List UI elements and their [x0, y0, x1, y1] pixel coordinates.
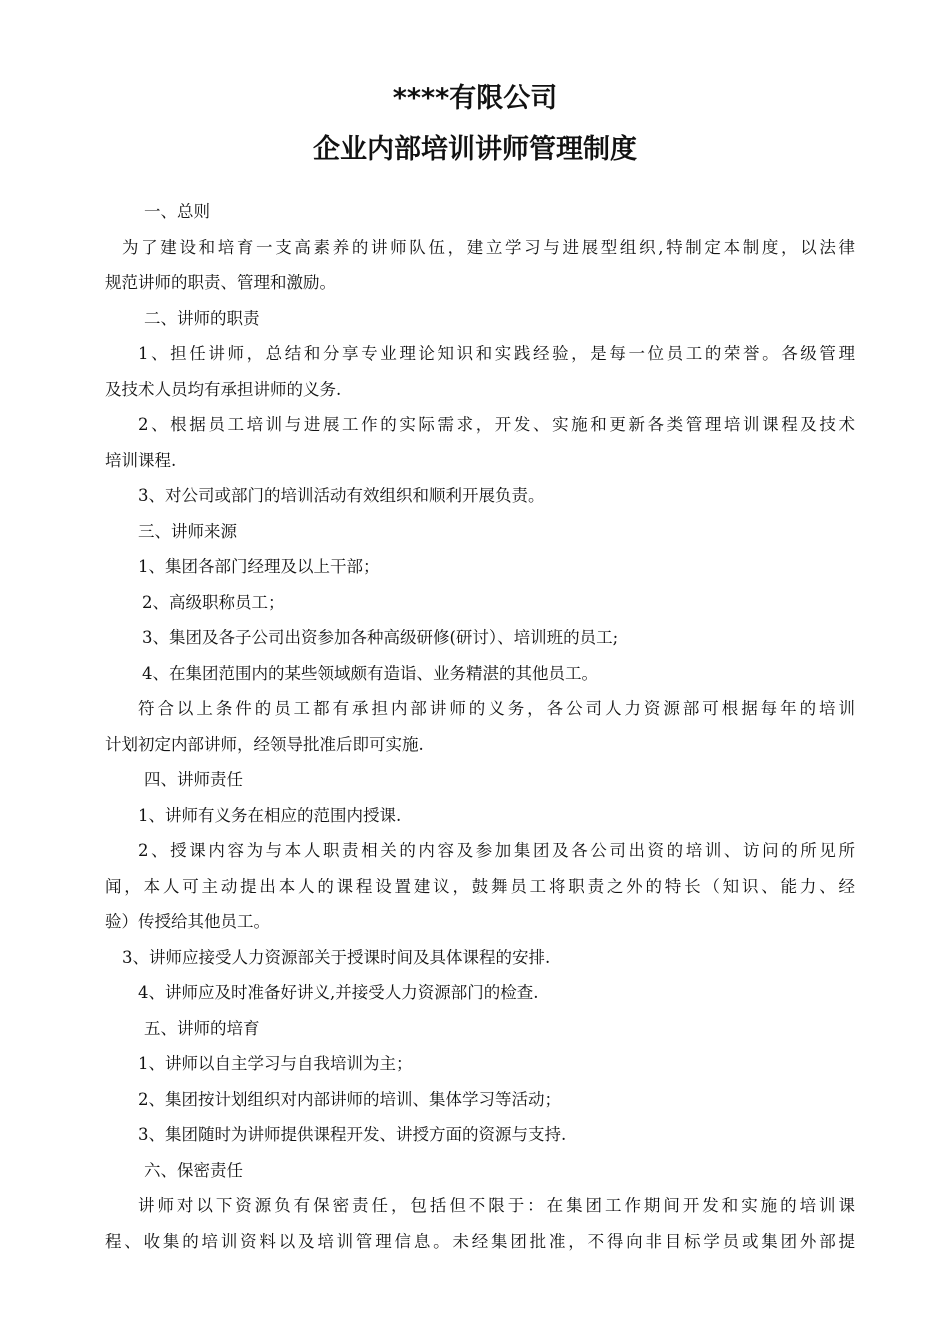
- list-item: 2、集团按计划组织对内部讲师的培训、集体学习等活动；: [138, 1089, 561, 1109]
- list-item: 3、集团随时为讲师提供课程开发、讲授方面的资源与支持.: [138, 1125, 567, 1144]
- paragraph-line: 2、根据员工培训与进展工作的实际需求，开发、实施和更新各类管理培训课程及技术: [138, 415, 855, 434]
- paragraph-line: 为了建设和培育一支高素养的讲师队伍，建立学习与进展型组织,特制定本制度，以法律: [122, 237, 855, 257]
- list-item: 1、讲师以自主学习与自我培训为主；: [138, 1054, 413, 1073]
- paragraph-line: 1、担任讲师，总结和分享专业理论知识和实践经验，是每一位员工的荣誉。各级管理: [138, 344, 855, 363]
- list-item: 1、讲师有义务在相应的范围内授课.: [138, 805, 402, 825]
- document-body: [105, 194, 855, 1259]
- company-title: ****有限公司: [392, 83, 558, 114]
- list-item: 3、集团及各子公司出资参加各种高级研修(研讨）、培训班的员工;: [142, 628, 619, 647]
- section-heading: 三、讲师来源: [138, 521, 237, 541]
- section-heading: 二、讲师的职责: [144, 308, 260, 328]
- list-item: 2、高级职称员工；: [142, 592, 285, 612]
- section-heading: 一、总则: [144, 202, 210, 221]
- section-heading: 五、讲师的培育: [144, 1018, 260, 1038]
- paragraph-line: 及技术人员均有承担讲师的义务.: [105, 379, 342, 399]
- list-item: 4、讲师应及时准备好讲义,并接受人力资源部门的检查.: [138, 983, 539, 1002]
- paragraph-line: 计划初定内部讲师，经领导批准后即可实施.: [105, 734, 424, 754]
- paragraph-line: 讲师对以下资源负有保密责任，包括但不限于：在集团工作期间开发和实施的培训课: [138, 1196, 855, 1215]
- list-item: 1、集团各部门经理及以上干部；: [138, 557, 380, 576]
- paragraph-line: 3、对公司或部门的培训活动有效组织和顺利开展负责。: [138, 486, 545, 505]
- document-title: 企业内部培训讲师管理制度: [313, 134, 637, 165]
- paragraph-line: 闻，本人可主动提出本人的课程设置建议，鼓舞员工将职责之外的特长（知识、能力、经: [105, 876, 855, 896]
- paragraph-line: 规范讲师的职责、管理和激励。: [105, 273, 336, 292]
- list-item: 3、讲师应接受人力资源部关于授课时间及具体课程的安排.: [122, 947, 551, 967]
- paragraph-line: 2、授课内容为与本人职责相关的内容及参加集团及各公司出资的培训、访问的所见所: [138, 841, 855, 860]
- paragraph-line: 培训课程.: [105, 450, 177, 470]
- list-item: 4、在集团范围内的某些领域颇有造诣、业务精湛的其他员工。: [142, 663, 598, 683]
- section-heading: 六、保密责任: [144, 1160, 243, 1180]
- section-heading: 四、讲师责任: [144, 770, 243, 789]
- paragraph-line: 符合以上条件的员工都有承担内部讲师的义务，各公司人力资源部可根据每年的培训: [138, 699, 855, 718]
- paragraph-line: 程、收集的培训资料以及培训管理信息。未经集团批准，不得向非目标学员或集团外部提: [105, 1231, 855, 1251]
- paragraph-line: 验）传授给其他员工。: [105, 912, 270, 931]
